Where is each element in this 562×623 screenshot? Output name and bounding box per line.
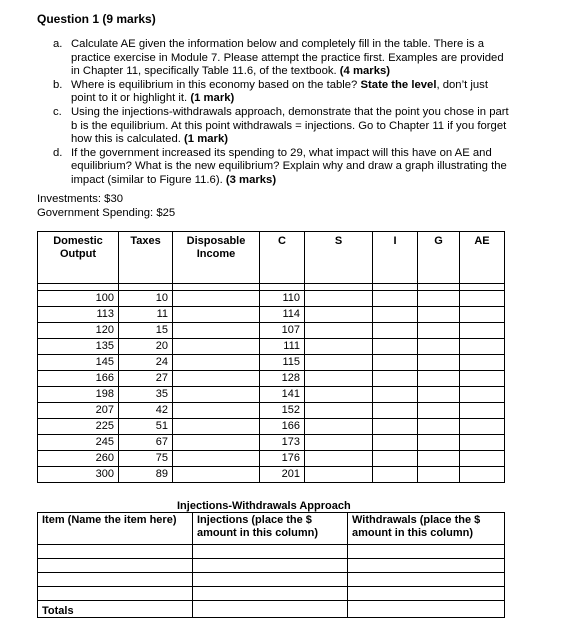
cell-g [418, 323, 460, 339]
cell-i [373, 467, 418, 483]
header-domestic-output: Domestic Output [38, 232, 119, 284]
cell-g [418, 403, 460, 419]
cell-disposable-income [173, 403, 260, 419]
cell-output: 245 [38, 435, 119, 451]
table-row [38, 371, 505, 387]
question-parts-list [50, 38, 510, 188]
cell-injections [193, 545, 348, 559]
cell-c: 141 [260, 387, 305, 403]
cell-c: 201 [260, 467, 305, 483]
cell-ae [460, 355, 505, 371]
cell-ae [460, 339, 505, 355]
table-row [38, 291, 505, 307]
cell-disposable-income [173, 339, 260, 355]
cell-c: 107 [260, 323, 305, 339]
part-marker: c. [53, 105, 62, 118]
header-withdrawals: Withdrawals (place the $ amount in this column) [348, 513, 505, 545]
header-disposable-income: Disposable Income [173, 232, 260, 284]
cell-disposable-income [173, 419, 260, 435]
cell-c: 166 [260, 419, 305, 435]
header-c: C [260, 232, 305, 284]
cell-i [373, 435, 418, 451]
cell-s [305, 435, 373, 451]
cell-output: 166 [38, 371, 119, 387]
cell-taxes: 75 [119, 451, 173, 467]
cell-s [305, 291, 373, 307]
table-row [38, 451, 505, 467]
header-injections: Injections (place the $ amount in this column) [193, 513, 348, 545]
cell-i [373, 339, 418, 355]
table-row [38, 323, 505, 339]
header-taxes: Taxes [119, 232, 173, 284]
cell-c: 173 [260, 435, 305, 451]
investments-line: Investments: $30 [37, 193, 124, 205]
cell-output: 198 [38, 387, 119, 403]
iw-empty-row [38, 545, 505, 559]
cell-g [418, 355, 460, 371]
question-part-b [50, 79, 510, 106]
cell-i [373, 403, 418, 419]
cell-ae [460, 387, 505, 403]
cell-ae [460, 307, 505, 323]
cell-g [418, 387, 460, 403]
part-text-tail: , don’t just point to it or highlight it. [71, 78, 488, 105]
cell-item [38, 573, 193, 587]
totals-injections [193, 601, 348, 618]
table-row [38, 403, 505, 419]
table-row [38, 467, 505, 483]
cell-disposable-income [173, 467, 260, 483]
question-title: Question 1 (9 marks) [37, 12, 156, 26]
cell-withdrawals [348, 545, 505, 559]
cell-withdrawals [348, 559, 505, 573]
cell-i [373, 371, 418, 387]
cell-taxes: 42 [119, 403, 173, 419]
cell-withdrawals [348, 587, 505, 601]
table-row [38, 435, 505, 451]
header-i: I [373, 232, 418, 284]
cell-output: 120 [38, 323, 119, 339]
cell-g [418, 371, 460, 387]
cell-output: 145 [38, 355, 119, 371]
cell-i [373, 323, 418, 339]
ae-table [37, 231, 505, 483]
part-marker: b. [53, 78, 63, 91]
cell-taxes: 51 [119, 419, 173, 435]
cell-s [305, 371, 373, 387]
cell-s [305, 467, 373, 483]
cell-c: 110 [260, 291, 305, 307]
cell-g [418, 435, 460, 451]
ae-table-header-row [38, 232, 505, 284]
injections-withdrawals-table [37, 512, 505, 618]
cell-ae [460, 371, 505, 387]
cell-s [305, 355, 373, 371]
cell-i [373, 355, 418, 371]
cell-g [418, 339, 460, 355]
cell-ae [460, 323, 505, 339]
cell-i [373, 451, 418, 467]
cell-s [305, 323, 373, 339]
question-part-d [50, 147, 510, 188]
totals-label: Totals [38, 601, 193, 618]
cell-output: 260 [38, 451, 119, 467]
cell-s [305, 387, 373, 403]
iw-approach-title: Injections-Withdrawals Approach [177, 500, 351, 512]
cell-output: 207 [38, 403, 119, 419]
question-part-a [50, 38, 510, 79]
cell-g [418, 467, 460, 483]
cell-g [418, 419, 460, 435]
cell-injections [193, 573, 348, 587]
iw-header-row [38, 513, 505, 545]
cell-c: 152 [260, 403, 305, 419]
cell-ae [460, 435, 505, 451]
cell-taxes: 20 [119, 339, 173, 355]
iw-empty-row [38, 587, 505, 601]
cell-injections [193, 587, 348, 601]
cell-output: 100 [38, 291, 119, 307]
header-g: G [418, 232, 460, 284]
cell-g [418, 451, 460, 467]
cell-c: 115 [260, 355, 305, 371]
table-row [38, 387, 505, 403]
part-emphasis: State the level [360, 78, 437, 91]
cell-withdrawals [348, 573, 505, 587]
cell-ae [460, 403, 505, 419]
cell-c: 111 [260, 339, 305, 355]
cell-i [373, 291, 418, 307]
cell-i [373, 307, 418, 323]
cell-taxes: 89 [119, 467, 173, 483]
table-spacer-row [38, 284, 505, 291]
cell-ae [460, 291, 505, 307]
cell-taxes: 10 [119, 291, 173, 307]
iw-totals-row [38, 601, 505, 618]
part-marks: (1 mark) [184, 133, 228, 146]
header-ae: AE [460, 232, 505, 284]
cell-output: 135 [38, 339, 119, 355]
government-spending-line: Government Spending: $25 [37, 207, 176, 219]
cell-taxes: 67 [119, 435, 173, 451]
part-marks: (1 mark) [190, 92, 235, 105]
cell-s [305, 451, 373, 467]
cell-ae [460, 451, 505, 467]
part-marks: (3 marks) [225, 173, 277, 186]
cell-taxes: 24 [119, 355, 173, 371]
cell-disposable-income [173, 451, 260, 467]
table-row [38, 339, 505, 355]
cell-i [373, 419, 418, 435]
iw-empty-row [38, 559, 505, 573]
cell-g [418, 307, 460, 323]
cell-injections [193, 559, 348, 573]
cell-disposable-income [173, 355, 260, 371]
part-text: If the government increased its spending to 29, what impact will this have on AE and equilibrium? What is the new equilibrium? Explain why and draw a graph illustrating the impact (similar to Figure 11.6). [71, 146, 507, 186]
cell-taxes: 11 [119, 307, 173, 323]
part-marks: (4 marks) [339, 65, 391, 78]
question-part-c [50, 106, 510, 147]
cell-taxes: 15 [119, 323, 173, 339]
cell-disposable-income [173, 387, 260, 403]
cell-disposable-income [173, 307, 260, 323]
part-marker: a. [53, 38, 63, 50]
part-text: Calculate AE given the information below and completely fill in the table. There is a practice exercise in Module 7. Please attempt the practice first. Examples are provided in Chapter 11, specifically Table 11.6, of the textbook. [71, 38, 504, 78]
cell-taxes: 35 [119, 387, 173, 403]
totals-withdrawals [348, 601, 505, 618]
part-text: Using the injections-withdrawals approach, demonstrate that the point you chose in part b is the equilibrium. At this point withdrawals = injections. Go to Chapter 11 if you forget how this is calculated. [71, 105, 509, 146]
cell-disposable-income [173, 435, 260, 451]
cell-disposable-income [173, 291, 260, 307]
cell-output: 225 [38, 419, 119, 435]
cell-output: 113 [38, 307, 119, 323]
cell-output: 300 [38, 467, 119, 483]
cell-i [373, 387, 418, 403]
table-row [38, 355, 505, 371]
cell-s [305, 403, 373, 419]
cell-c: 176 [260, 451, 305, 467]
part-text: Where is equilibrium in this economy based on the table? [71, 78, 361, 91]
iw-empty-row [38, 573, 505, 587]
table-row [38, 307, 505, 323]
header-item: Item (Name the item here) [38, 513, 193, 545]
cell-g [418, 291, 460, 307]
cell-disposable-income [173, 371, 260, 387]
cell-ae [460, 419, 505, 435]
cell-ae [460, 467, 505, 483]
cell-c: 128 [260, 371, 305, 387]
cell-c: 114 [260, 307, 305, 323]
cell-s [305, 307, 373, 323]
part-marker: d. [53, 146, 63, 159]
cell-s [305, 339, 373, 355]
cell-s [305, 419, 373, 435]
header-s: S [305, 232, 373, 284]
cell-item [38, 587, 193, 601]
cell-item [38, 559, 193, 573]
table-row [38, 419, 505, 435]
cell-taxes: 27 [119, 371, 173, 387]
cell-disposable-income [173, 323, 260, 339]
cell-item [38, 545, 193, 559]
